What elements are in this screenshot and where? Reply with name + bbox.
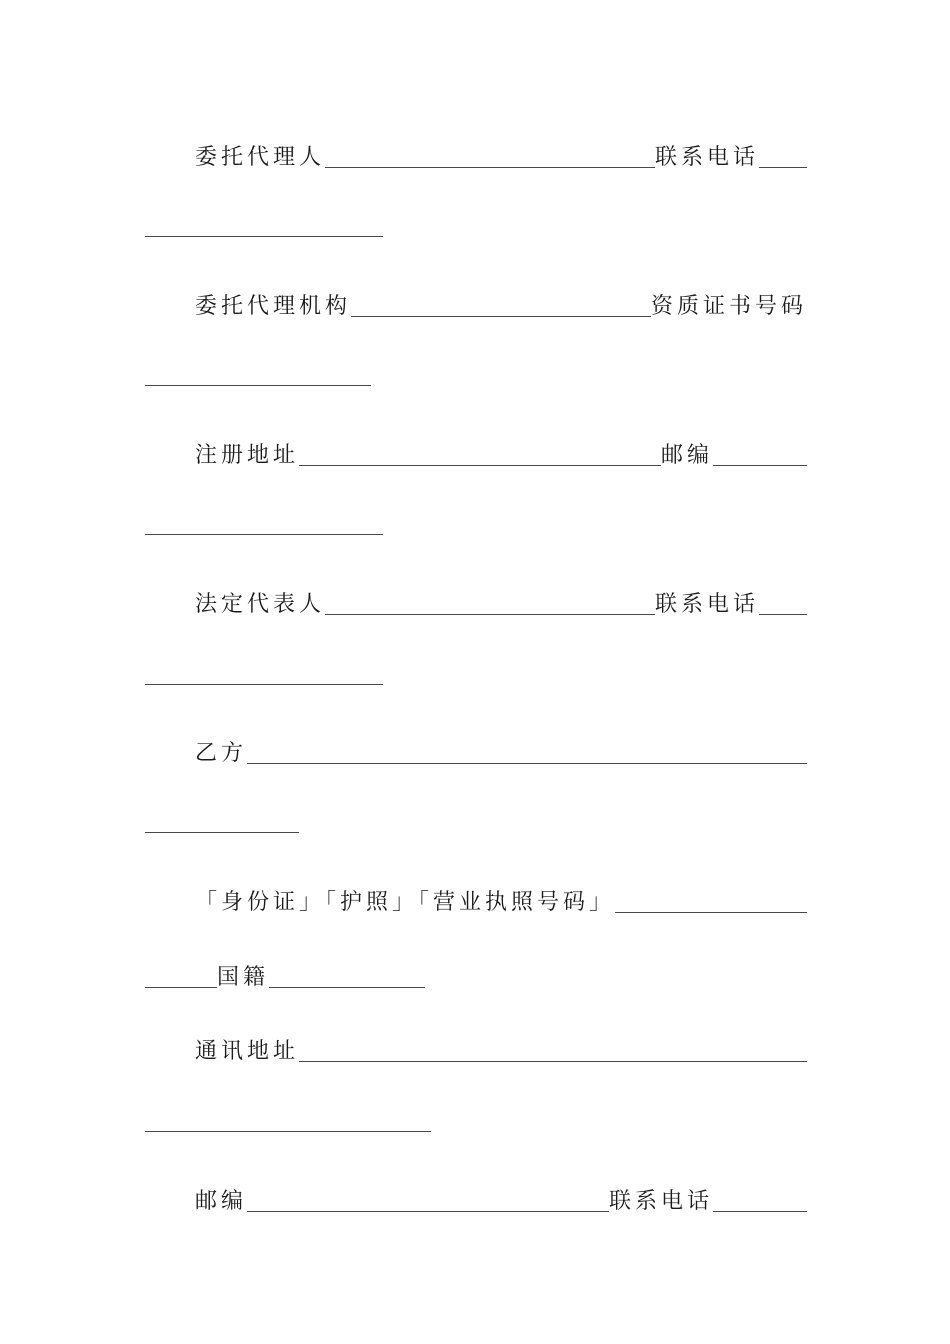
agent-phone-blank-continued[interactable] bbox=[145, 236, 383, 237]
registered-address-blank[interactable] bbox=[299, 465, 661, 466]
postcode-label: 邮编 bbox=[195, 1189, 248, 1214]
agency-blank[interactable] bbox=[351, 316, 651, 317]
id-type-label: 「身份证」「护照」「营业执照号码」 bbox=[195, 890, 616, 915]
nationality-label: 国籍 bbox=[217, 965, 270, 990]
agency-cert-blank[interactable] bbox=[145, 385, 371, 386]
legal-rep-row bbox=[145, 584, 807, 618]
nationality-row bbox=[145, 957, 425, 991]
mailing-address-blank[interactable] bbox=[299, 1061, 807, 1062]
party-b-blank-continued[interactable] bbox=[145, 832, 299, 833]
phone-blank[interactable] bbox=[713, 1211, 807, 1212]
registered-postcode-label: 邮编 bbox=[660, 443, 713, 468]
mailing-address-blank-continued[interactable] bbox=[145, 1131, 431, 1132]
registered-postcode-blank[interactable] bbox=[713, 465, 807, 466]
agent-phone-label: 联系电话 bbox=[654, 145, 759, 170]
party-b-blank[interactable] bbox=[247, 763, 807, 764]
agent-label: 委托代理人 bbox=[195, 145, 326, 170]
phone-label: 联系电话 bbox=[608, 1189, 713, 1214]
mailing-address-row bbox=[145, 1031, 807, 1065]
postcode-phone-row bbox=[145, 1181, 807, 1215]
party-b-label: 乙方 bbox=[195, 741, 248, 766]
nationality-blank[interactable] bbox=[269, 987, 425, 988]
id-number-blank[interactable] bbox=[615, 912, 807, 913]
legal-rep-phone-blank-continued[interactable] bbox=[145, 684, 383, 685]
legal-rep-phone-label: 联系电话 bbox=[654, 592, 759, 617]
id-type-row bbox=[145, 882, 807, 916]
agency-cert-label: 资质证书号码 bbox=[650, 294, 807, 319]
party-b-row bbox=[145, 733, 807, 767]
registered-address-row bbox=[145, 435, 807, 469]
id-number-blank-continued[interactable] bbox=[145, 987, 217, 988]
legal-rep-phone-blank[interactable] bbox=[759, 614, 807, 615]
agent-blank[interactable] bbox=[325, 167, 655, 168]
agent-phone-blank[interactable] bbox=[759, 167, 807, 168]
mailing-address-label: 通讯地址 bbox=[195, 1039, 300, 1064]
agency-label: 委托代理机构 bbox=[195, 294, 352, 319]
legal-rep-label: 法定代表人 bbox=[195, 592, 326, 617]
postcode-blank[interactable] bbox=[247, 1211, 609, 1212]
registered-postcode-blank-continued[interactable] bbox=[145, 534, 383, 535]
registered-address-label: 注册地址 bbox=[195, 443, 300, 468]
agent-row bbox=[145, 137, 807, 171]
legal-rep-blank[interactable] bbox=[325, 614, 655, 615]
agency-row bbox=[145, 286, 807, 320]
